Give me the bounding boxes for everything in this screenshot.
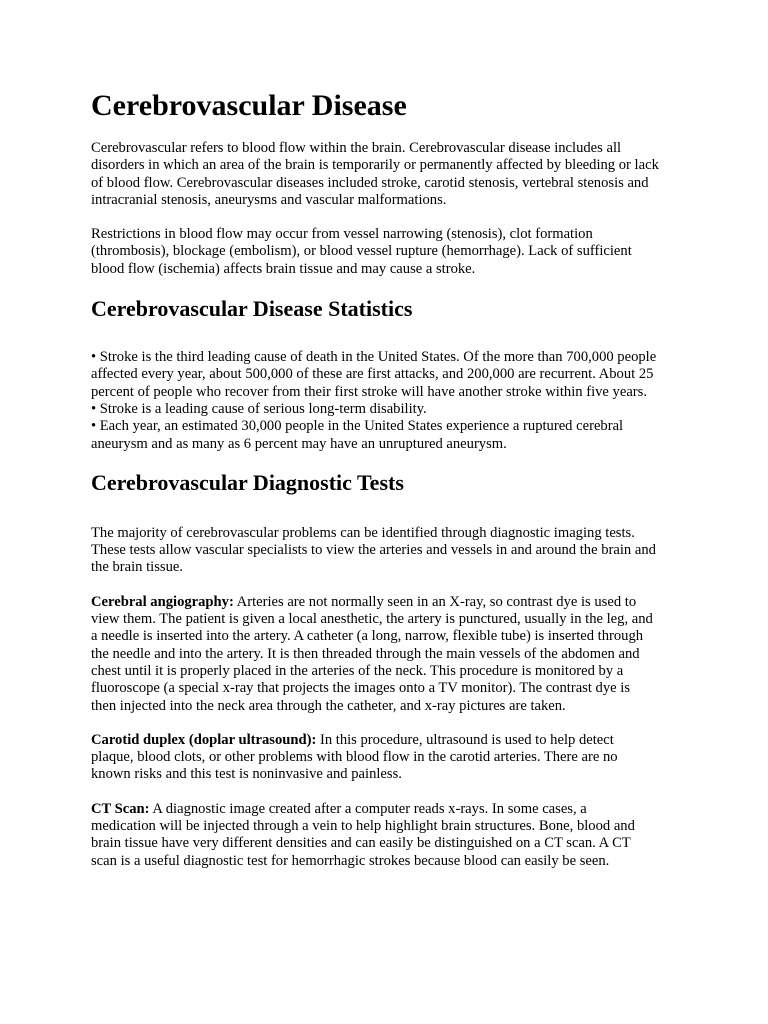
text-line: view them. The patient is given a local anesthetic, the artery is punctured, usually in the leg, and: [91, 611, 653, 628]
intro-paragraph-2: [91, 226, 691, 278]
intro-paragraph-1: [91, 140, 691, 209]
text-line: [91, 732, 691, 749]
page-title: Cerebrovascular Disease: [91, 89, 407, 122]
text-line: fluoroscope (a special x-ray that projects the images onto a TV monitor). The contrast dye is: [91, 680, 631, 697]
text-line: brain tissue have very different densities and can easily be distinguished on a CT scan. A CT: [91, 835, 631, 852]
text-line: These tests allow vascular specialists to view the arteries and vessels in and around the brain and: [91, 542, 656, 559]
ct-paragraph: [91, 801, 691, 870]
list-item: percent of people who recover from their first stroke will have another stroke within five years.: [91, 383, 647, 400]
text-line: [91, 594, 691, 611]
text-line: chest until it is properly placed in the arteries of the neck. This procedure is monitored by a: [91, 662, 624, 679]
carotid-label: Carotid duplex (doplar ultrasound):: [91, 731, 317, 748]
text-line: known risks and this test is noninvasive and painless.: [91, 766, 402, 783]
list-item: • Stroke is the third leading cause of death in the United States. Of the more than 700,000 people: [91, 349, 657, 366]
list-item: aneurysm and as many as 6 percent may have an unruptured aneurysm.: [91, 435, 507, 452]
carotid-first-line: In this procedure, ultrasound is used to help detect: [316, 731, 614, 748]
text-line: The majority of cerebrovascular problems can be identified through diagnostic imaging tests.: [91, 524, 635, 541]
document-content: [91, 88, 691, 887]
angiography-first-line: Arteries are not normally seen in an X-ray, so contrast dye is used to: [233, 593, 637, 610]
text-line: [91, 801, 691, 818]
text-line: plaque, blood clots, or other problems with blood flow in the carotid arteries. There are no: [91, 749, 618, 766]
ct-label: CT Scan:: [91, 800, 150, 817]
statistics-heading: Cerebrovascular Disease Statistics: [91, 296, 413, 322]
list-item: • Each year, an estimated 30,000 people in the United States experience a ruptured cerebral: [91, 418, 624, 435]
text-line: Restrictions in blood flow may occur from vessel narrowing (stenosis), clot formation: [91, 226, 593, 243]
diagnostics-heading: Cerebrovascular Diagnostic Tests: [91, 469, 404, 495]
text-line: a needle is inserted into the artery. A catheter (a long, narrow, flexible tube) is inserted through: [91, 628, 644, 645]
text-line: the needle and into the artery. It is then threaded through the main vessels of the abdomen and: [91, 645, 640, 662]
list-item: affected every year, about 500,000 of these are first attacks, and 200,000 are recurrent. About 25: [91, 366, 654, 383]
text-line: (thrombosis), blockage (embolism), or blood vessel rupture (hemorrhage). Lack of sufficient: [91, 243, 632, 260]
text-line: disorders in which an area of the brain is temporarily or permanently affected by bleeding or lack: [91, 157, 659, 174]
text-line: then injected into the neck area through the catheter, and x-ray pictures are taken.: [91, 697, 566, 714]
text-line: Cerebrovascular refers to blood flow within the brain. Cerebrovascular disease includes all: [91, 140, 622, 156]
text-line: medication will be injected through a vein to help highlight brain structures. Bone, blood and: [91, 818, 635, 835]
angiography-paragraph: [91, 594, 691, 715]
text-line: the brain tissue.: [91, 559, 184, 576]
text-line: intracranial stenosis, aneurysms and vascular malformations.: [91, 191, 447, 208]
diagnostics-intro: [91, 525, 691, 577]
text-line: blood flow (ischemia) affects brain tissue and may cause a stroke.: [91, 260, 476, 277]
statistics-list: [91, 349, 691, 453]
ct-first-line: A diagnostic image created after a computer reads x-rays. In some cases, a: [149, 800, 587, 817]
angiography-label: Cerebral angiography:: [91, 593, 234, 610]
list-item: • Stroke is a leading cause of serious long-term disability.: [91, 400, 427, 417]
carotid-paragraph: [91, 732, 691, 784]
text-line: of blood flow. Cerebrovascular diseases included stroke, carotid stenosis, vertebral stenosis and: [91, 174, 649, 191]
text-line: scan is a useful diagnostic test for hemorrhagic strokes because blood can easily be seen.: [91, 852, 610, 869]
